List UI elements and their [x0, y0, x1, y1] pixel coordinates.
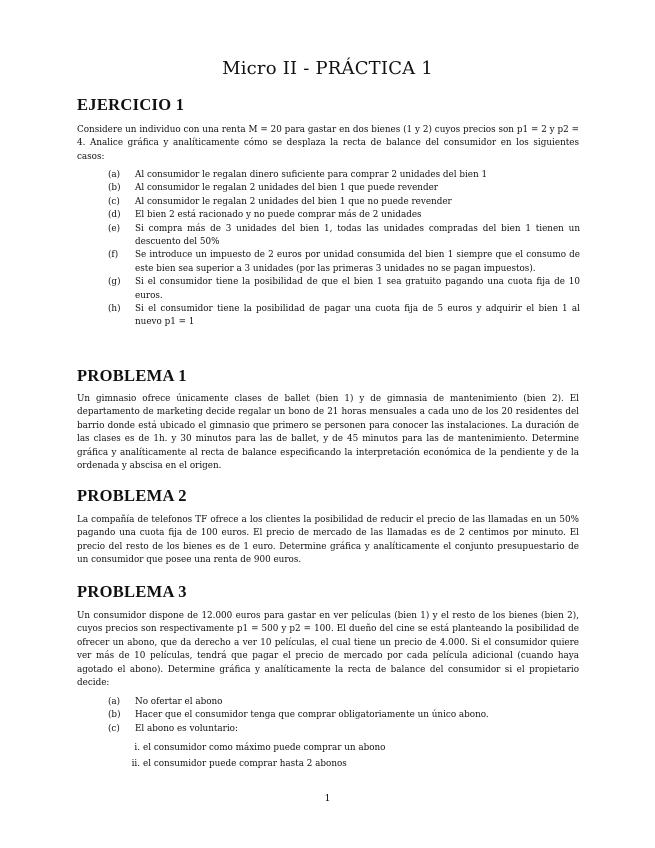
list-item-label: (b) — [108, 183, 121, 194]
sublist-item — [108, 756, 578, 772]
problema2-text: La compañía de telefonos TF ofrece a los clientes la posibilidad de reducir el precio de las llamadas en un 50% pagando una cuota fija de 100 euros. El precio de mercado de las llamadas es de 2 centimos por minuto. El precio del resto de los bienes es de 1 euro. Determine gráfica y analíticamente el conjunto presupuestario de un consumidor que posee una renta de 900 euros. — [77, 515, 579, 566]
sublist-item-text: el consumidor como máximo puede comprar un abono — [143, 743, 386, 753]
list-item-text: El abono es voluntario: — [135, 723, 238, 734]
list-item-label: (b) — [108, 710, 121, 721]
list-item-label: (f) — [108, 250, 119, 261]
list-item-label: (c) — [108, 196, 120, 207]
ejercicio1-intro: Considere un individuo con una renta M = 20 para gastar en dos bienes (1 y 2) cuyos precios son p1 = 2 y p2 = 4. Analice gráfica y analíticamente cómo se desplaza la recta de balance del consumidor en los siguientes casos: — [77, 125, 579, 162]
problema1-text: Un gimnasio ofrece únicamente clases de ballet (bien 1) y de gimnasia de mantenimiento (bien 2). El departamento de marketing decide regalar un bono de 21 horas mensuales a cada uno de los 20 residentes del barrio donde está ubicado el gimnasio que primero se personen para conocer las instalaciones. La duración de las clases es de 1h. y 30 minutos para las de ballet, y de 45 minutos para las de mantenimiento. Determine gráfica y analíticamente al recta de balance especificando la interpretación económica de la pendiente y de la ordenada y abscisa en el origen. — [77, 394, 579, 472]
list-item-text: Al consumidor le regalan 2 unidades del bien 1 que puede revender — [135, 183, 438, 194]
list-item-text: Al consumidor le regalan 2 unidades del bien 1 que no puede revender — [135, 196, 452, 207]
problema1-heading: PROBLEMA 1 — [77, 366, 187, 385]
list-item-label: (g) — [108, 277, 121, 288]
list-item — [108, 723, 580, 736]
problema3-list — [108, 696, 580, 736]
list-item — [108, 303, 580, 330]
list-item — [108, 709, 580, 722]
list-item — [108, 169, 580, 182]
list-item — [108, 223, 580, 250]
page-title: Micro II - PRÁCTICA 1 — [222, 58, 433, 79]
list-item — [108, 249, 580, 276]
problema3-heading: PROBLEMA 3 — [77, 582, 187, 601]
list-item-label: (a) — [108, 170, 121, 180]
list-item-text: Hacer que el consumidor tenga que comprar obligatoriamente un único abono. — [135, 710, 489, 721]
list-item-text: Si el consumidor tiene la posibilidad de pagar una cuota fija de 5 euros y adquirir el bien 1 al nuevo p1 = 1 — [135, 304, 580, 328]
problema3-text: Un consumidor dispone de 12.000 euros para gastar en ver películas (bien 1) y el resto de los bienes (bien 2), cuyos precios son respectivamente p1 = 500 y p2 = 100. El dueño del cine se está planteando la posibilidad de ofrecer un abono, que da derecho a ver 10 películas, el cual tiene un precio de 4.000. Si el consumidor quiere ver más de 10 películas, tendrá que pagar el precio de mercado por cada película adicional (cuando haya agotado el abono). Determine gráfica y analíticamente la recta de balance del consumidor si el propietario decide: — [77, 611, 579, 689]
list-item-text: No ofertar el abono — [135, 697, 223, 707]
sublist-item-label: i. — [134, 743, 140, 753]
sublist-item-text: el consumidor puede comprar hasta 2 abonos — [143, 759, 347, 769]
problema3-sublist — [108, 740, 578, 772]
list-item — [108, 182, 580, 195]
list-item — [108, 276, 580, 303]
list-item-text: Si el consumidor tiene la posibilidad de que el bien 1 sea gratuito pagando una cuota fija de 10 euros. — [135, 277, 580, 301]
list-item — [108, 196, 580, 209]
list-item-text: El bien 2 está racionado y no puede comprar más de 2 unidades — [135, 210, 422, 221]
list-item-text: Si compra más de 3 unidades del bien 1, todas las unidades compradas del bien 1 tienen un descuento del 50% — [135, 223, 580, 248]
list-item-text: Se introduce un impuesto de 2 euros por unidad consumida del bien 1 siempre que el consumo de este bien sea superior a 3 unidades (por las primeras 3 unidades no se pagan impuestos). — [135, 250, 580, 274]
problema2-heading: PROBLEMA 2 — [77, 486, 187, 505]
ejercicio1-heading: EJERCICIO 1 — [77, 95, 185, 114]
list-item-label: (e) — [108, 223, 121, 234]
list-item — [108, 209, 580, 222]
list-item-label: (d) — [108, 210, 121, 221]
list-item — [108, 696, 580, 709]
page-number: 1 — [324, 793, 331, 804]
list-item-label: (a) — [108, 697, 121, 707]
sublist-item — [108, 740, 578, 756]
ejercicio1-list — [108, 169, 580, 330]
list-item-label: (h) — [108, 304, 121, 315]
list-item-label: (c) — [108, 723, 120, 734]
list-item-text: Al consumidor le regalan dinero suficiente para comprar 2 unidades del bien 1 — [135, 170, 488, 180]
sublist-item-label: ii. — [131, 759, 140, 769]
